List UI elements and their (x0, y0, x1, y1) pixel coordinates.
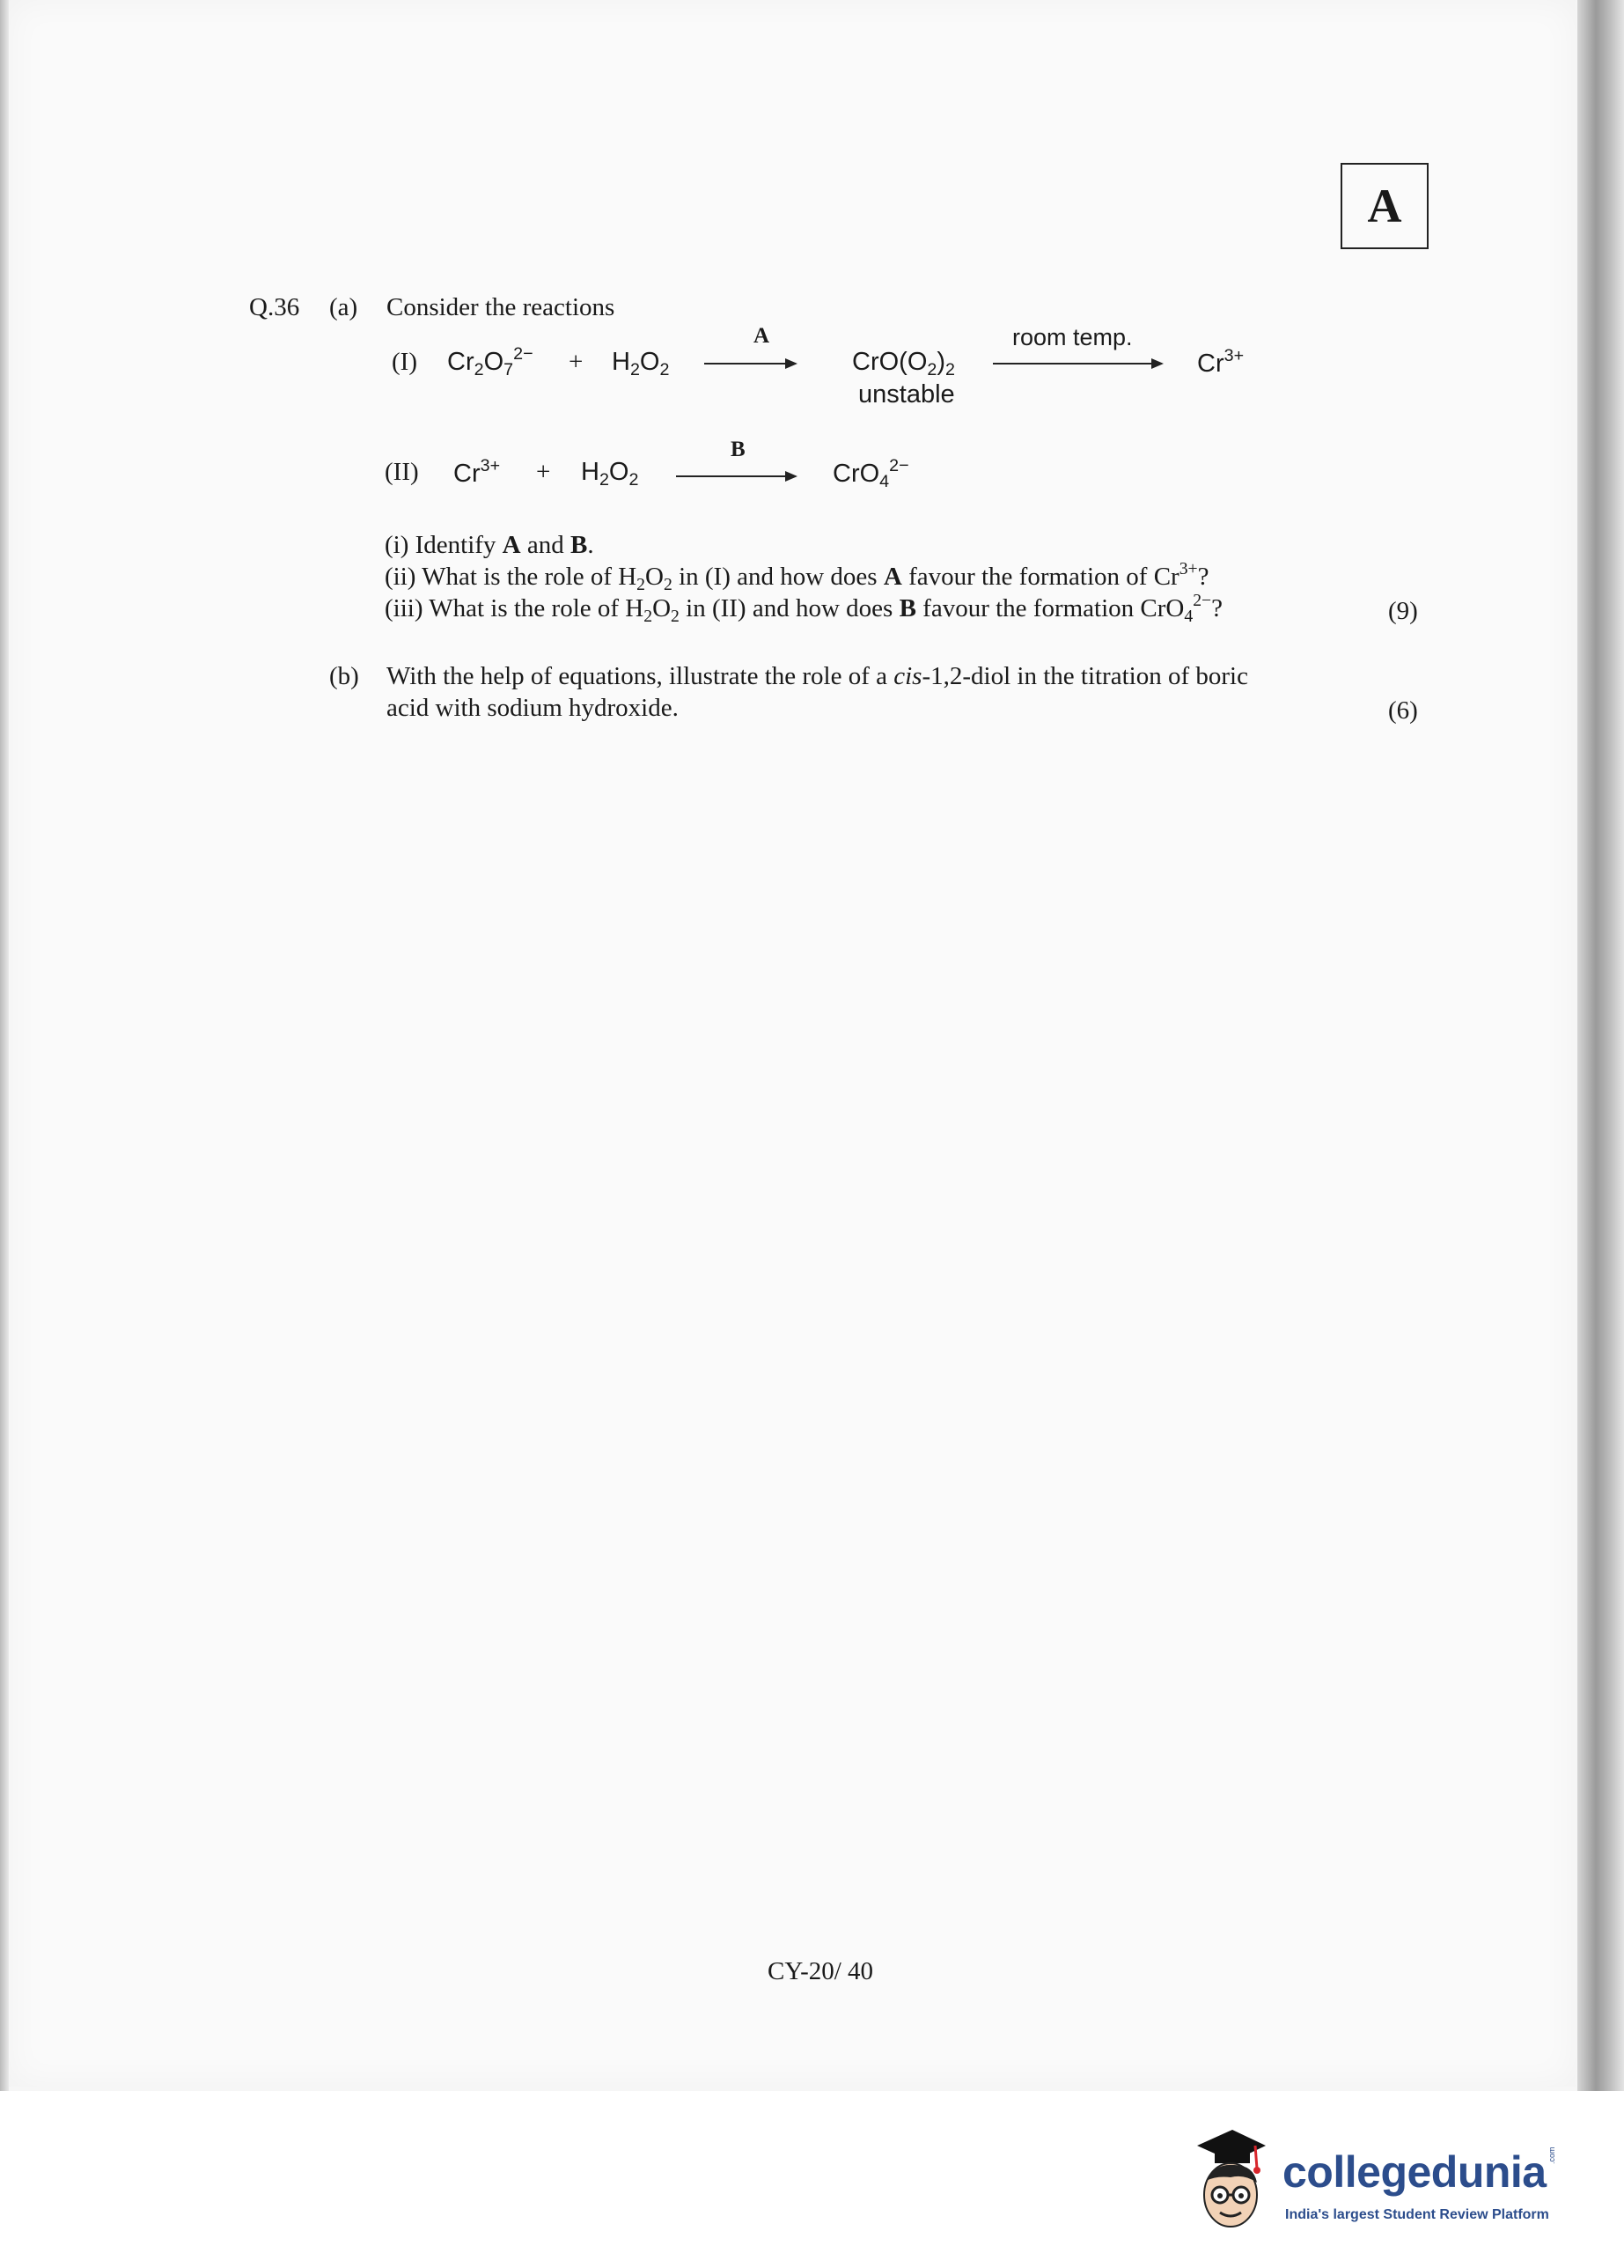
watermark-brand: collegedunia (1282, 2147, 1547, 2197)
scan-left-edge (0, 0, 9, 2091)
question-iii: (iii) What is the role of $H_2O_2$ in (II) and how does B favour the formation CrO$_4^{2-}$? (385, 591, 1224, 626)
part-b-line2: acid with sodium hydroxide. (386, 694, 679, 722)
part-b-label: (b) (329, 662, 359, 690)
reaction-II-reactant2: $H_2O_2$ (581, 458, 639, 490)
reaction-I-label: (I) (392, 348, 417, 376)
reaction-I-reactant1: $Cr_2O_7^{2-}$ (447, 344, 533, 379)
reaction-II-arrow-label: B (731, 438, 746, 461)
reaction-II-arrow (676, 475, 796, 477)
reaction-II-reactant1: $Cr^{3+}$ (453, 456, 501, 488)
reaction-I-intermediate: $CrO(O_2)_2$ (852, 348, 955, 379)
exam-page (9, 0, 1576, 2087)
reaction-I-arrow2-label: room temp. (1012, 324, 1133, 350)
page-footer: CY-20/ 40 (768, 1957, 874, 1985)
question-i: (i) Identify A and B. (385, 531, 594, 559)
part-b-line1: With the help of equations, illustrate the role of a cis-1,2-diol in the titration of boric (386, 662, 1248, 690)
reaction-II-plus: + (536, 458, 551, 486)
watermark-suffix: .com (1547, 2146, 1556, 2164)
reaction-I-arrow1-label: A (753, 324, 770, 348)
part-a-marks: (9) (1388, 597, 1418, 625)
watermark-tagline: India's largest Student Review Platform (1285, 2207, 1549, 2222)
reaction-I-arrow1 (704, 363, 796, 364)
scan-right-edge (1577, 0, 1624, 2091)
reaction-I-reactant2: $H_2O_2$ (612, 348, 670, 379)
reaction-I-product: $Cr^{3+}$ (1197, 346, 1245, 378)
reaction-II-product: CrO$_4^{2-}$ (833, 456, 909, 491)
reaction-I-intermediate-note: unstable (858, 380, 955, 409)
collegedunia-mascot-icon (1188, 2126, 1268, 2241)
reaction-I-arrow2 (993, 363, 1162, 364)
set-label-box (1341, 163, 1429, 249)
question-number: Q.36 (249, 293, 300, 321)
set-label: A (1367, 180, 1402, 232)
reaction-II-label: (II) (385, 458, 419, 486)
reaction-I-plus: + (569, 348, 584, 376)
part-a-intro: Consider the reactions (386, 293, 615, 321)
part-b-marks: (6) (1388, 696, 1418, 725)
part-a-label: (a) (329, 293, 358, 321)
question-ii: (ii) What is the role of $H_2O_2$ in (I) and how does A favour the formation of $Cr^{3+}$? (385, 559, 1209, 594)
